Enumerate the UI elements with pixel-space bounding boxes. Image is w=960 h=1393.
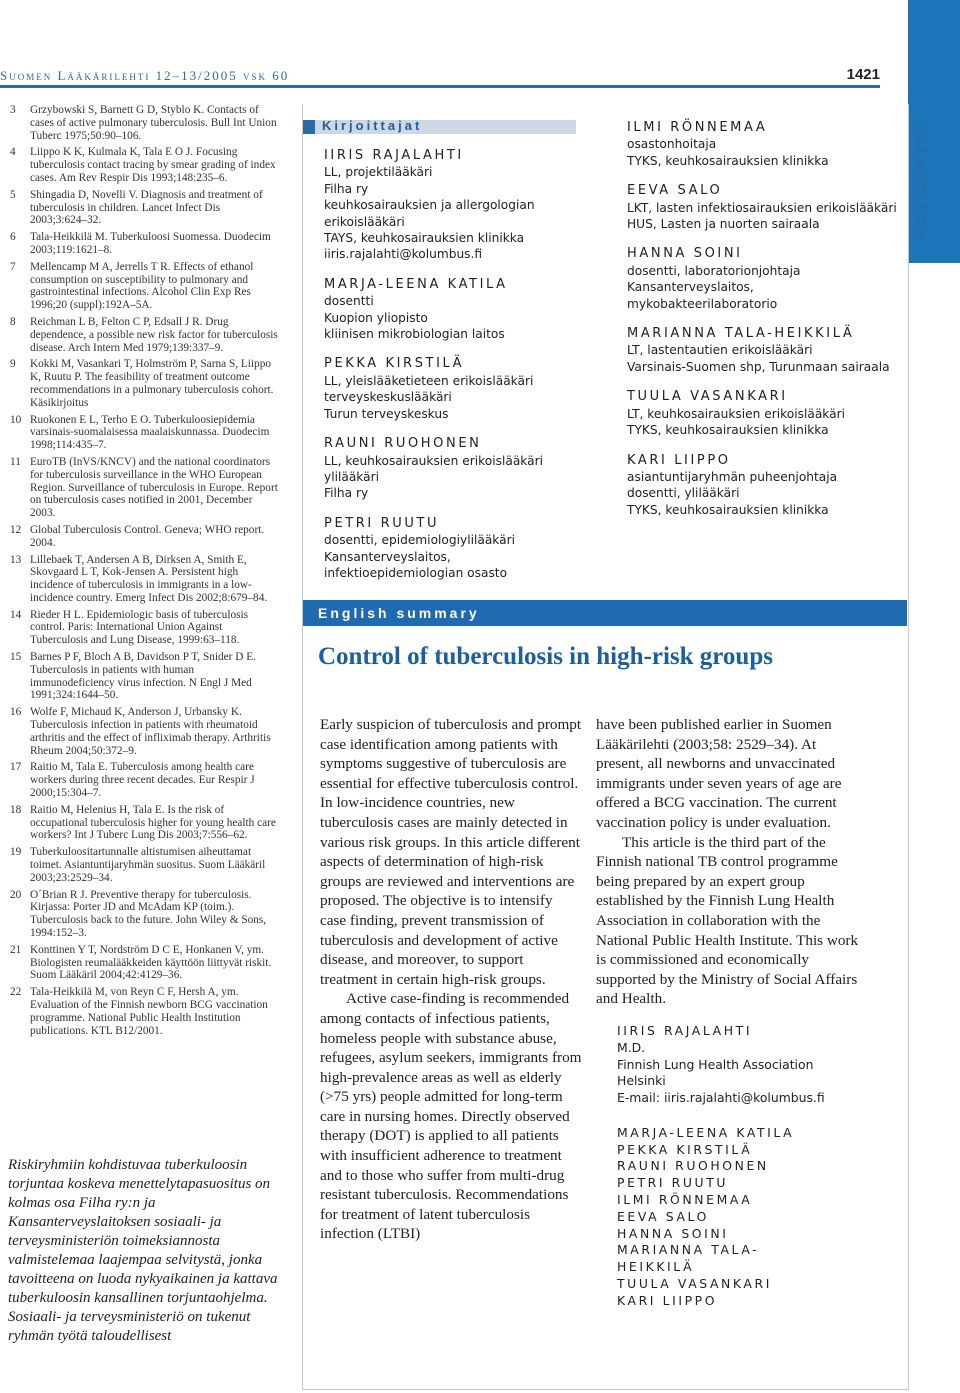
author-name: ILMI RÖNNEMAA [627,120,768,135]
reference-item [10,261,280,312]
coauthor-name: PETRI RUUTU [617,1175,729,1191]
author-affiliation: Filha ry [324,486,369,501]
reference-number: 11 [10,455,21,468]
reference-number: 17 [10,761,22,774]
reference-item [10,189,280,227]
coauthor-name: KARI LIIPPO [617,1292,718,1308]
reference-list [10,104,280,1041]
reference-item [10,414,280,452]
header-rule [0,85,880,88]
coauthor-name: TUULA VASANKARI [617,1276,772,1292]
reference-text: Lillebaek T, Andersen A B, Dirksen A, Smith E, Skovgaard L T, Kok-Jensen A. Persistent high incidence of tuberculosis in immigrants in a low-incidence country. Emerg Infect Dis 2002;8:679–84. [30,553,268,604]
reference-text: Shingadia D, Novelli V. Diagnosis and treatment of tuberculosis in children. Lancet Infect Dis 2003;3:624–32. [30,188,263,227]
author-affiliation: Varsinais-Suomen shp, Turunmaan sairaala [627,359,890,374]
author-affiliation: Filha ry [324,181,369,196]
reference-item [10,846,280,884]
author-name: MARIANNA TALA-HEIKKILÄ [627,326,855,342]
coauthor-name: MARIANNA TALA- [617,1242,760,1258]
reference-number: 3 [10,104,16,116]
reference-text: Grzybowski S, Barnett G D, Styblo K. Contacts of cases of active pulmonary tuberculosis. Bull Int Union Tuberc 1975;50:90–106. [30,104,277,142]
summary-body-column-1 [320,715,582,1244]
reference-text: O´Brian R J. Preventive therapy for tuberculosis. Kirjassa: Porter JD and McAdam KP (toim.). Tuberculosis back to the future. John Wiley & Sons, 1994:152–3. [30,888,267,940]
author-affiliation: dosentti, ylilääkäri [627,486,740,501]
author-affiliation: Kansanterveyslaitos, [324,549,451,564]
author-name: EEVA SALO [627,183,723,199]
author-affiliation: ylilääkäri [324,469,380,484]
reference-item [10,804,280,842]
coauthor-name: MARJA-LEENA KATILA [617,1124,795,1140]
reference-item [10,609,280,647]
author-affiliation: dosentti, epidemiologiylilääkäri [324,533,516,548]
reference-number: 14 [10,608,22,621]
author-name: PEKKA KIRSTILÄ [324,356,465,372]
summary-paragraph: have been published earlier in Suomen Lääkärilehti (2003;58: 2529–34). At present, all newborns and unvaccinated immigrants under seven years of age are offered a BCG vaccination. The current vaccination policy is under evaluation. [596,716,842,831]
authors-header-marker [303,120,315,134]
author-name: KARI LIIPPO [627,452,731,468]
reference-text: Barnes P F, Bloch A B, Davidson P T, Snider D E. Tuberculosis in patients with human immunodeficiency virus infection. N Engl J Med 1991;324:1644–50. [30,651,256,702]
reference-item [10,986,280,1037]
reference-number: 15 [10,651,22,664]
summary-paragraph: Active case-finding is recommended among contacts of infectious patients, homeless people with substance abuse, refugees, asylum seekers, immigrants from high-prevalence areas as well as elderly (>75 yrs) people admitted for long-term care in nursing homes. Directly observed therapy (DOT) is applied to all patients with insufficient adherence to treatment and to those who suffer from multi-drug resistant tuberculosis. Recommendations for treatment of latent tuberculosis infection (LTBI) [320,990,582,1243]
page-number: 1421 [846,66,880,83]
reference-item [10,316,280,354]
coauthor-name: HEIKKILÄ [617,1259,695,1275]
reference-item [10,456,280,520]
summary-paragraph: Early suspicion of tuberculosis and prompt case identification among patients with symptoms suggestive of tuberculosis are essential for effective tuberculosis control. In low-incidence countries, new tuberculosis cases are mainly detected in various risk groups. In this article different aspects of determination of high-risk groups are reviewed and interventions are proposed. The objective is to intensify case finding, prevent transmission of tuberculosis and development of active disease, and moreover, to support treatment in certain high-risk groups. [320,716,582,988]
author-affiliation: Turun terveyskeskus [324,406,449,421]
reference-text: Reichman L B, Felton C P, Edsall J R. Drug dependence, a possible new risk factor for tuberculosis disease. Arch Intern Med 1979;139:337–9. [30,315,278,354]
author-name: TUULA VASANKARI [627,389,788,405]
running-header: Suomen Lääkärilehti 12–13/2005 vsk 60 [0,68,290,83]
author-affiliation: TYKS, keuhkosairauksien klinikka [627,502,829,517]
author-name: PETRI RUUTU [324,515,440,531]
author-affiliation: HUS, Lasten ja nuorten sairaala [627,217,820,232]
reference-number: 10 [10,413,22,426]
author-name: HANNA SOINI [627,246,743,262]
signature-line: M.D. [617,1039,646,1055]
author-affiliation: LL, keuhkosairauksien erikoislääkäri [324,453,544,468]
reference-item [10,146,280,184]
signature-line: Helsinki [617,1073,666,1089]
english-summary-label: English summary [318,605,480,621]
reference-text: Liippo K K, Kulmala K, Tala E O J. Focusing tuberculosis contact tracing by smear grading of index cases. Am Rev Respir Dis 1993;148:235–6. [30,146,276,184]
coauthor-name: RAUNI RUOHONEN [617,1158,769,1174]
reference-number: 5 [10,188,16,201]
reference-number: 18 [10,803,22,816]
author-affiliation: dosentti [324,294,374,309]
reference-text: Wolfe F, Michaud K, Anderson J, Urbansky K. Tuberculosis infection in patients with rheumatoid arthritis and the effect of infliximab therapy. Arthritis Rheum 2004;50:372–9. [30,706,271,757]
reference-number: 21 [10,943,22,956]
reference-text: Raitio M, Helenius H, Tala E. Is the risk of occupational tuberculosis higher for young health care workers? Int J Tuberc Lung Dis 2003;7:556–62. [30,803,276,842]
reference-item [10,358,280,409]
reference-text: Konttinen Y T, Nordström D C E, Honkanen V, ym. Biologisten reumalääkkeiden käyttöön liittyvät riskit. Suom Lääkäril 2004;42:4129–36. [30,943,272,982]
reference-number: 7 [10,260,16,273]
article-title: Control of tuberculosis in high-risk groups [318,643,773,670]
reference-number: 22 [10,986,22,999]
author-affiliation: LKT, lasten infektiosairauksien erikoislääkäri [627,200,897,215]
coauthor-name: PEKKA KIRSTILÄ [617,1141,753,1157]
reference-text: Ruokonen E L, Terho E O. Tuberkuloosiepidemia varsinais-suomalaisessa maalaiskunnassa. Duodecim 1998;114:435–7. [30,413,270,452]
coauthor-name: EEVA SALO [617,1208,709,1224]
reference-number: 19 [10,846,22,859]
coauthor-name: ILMI RÖNNEMAA [617,1192,753,1208]
reference-number: 16 [10,706,22,719]
reference-number: 4 [10,146,16,159]
reference-text: Rieder H L. Epidemiologic basis of tuberculosis control. Paris: International Union Against Tuberculosis and Lung Disease, 1999:63–118. [30,608,249,647]
reference-item [10,231,280,257]
reference-item [10,706,280,757]
reference-text: EuroTB (InVS/KNCV) and the national coordinators for tuberculosis surveillance in the WHO European Region. Surveillance of tuberculosis in Europe. Report on tuberculosis cases notified in 2001, December 2003. [30,455,278,520]
author-affiliation: LT, lastentautien erikoislääkäri [627,343,813,358]
reference-item [10,651,280,702]
signature-block [617,1023,866,1310]
authors-heading: Kirjoittajat [322,118,423,133]
signature-name: IIRIS RAJALAHTI [617,1022,753,1038]
author-affiliation: keuhkosairauksien ja allergologian erikoislääkäri [324,198,535,229]
author-affiliation: asiantuntijaryhmän puheenjohtaja [627,469,838,484]
author-affiliation: osastonhoitaja [627,137,717,152]
summary-body-column-2 [596,715,866,1310]
reference-text: Tuberkuloositartunnalle altistumisen aiheuttamat toimet. Asiantuntijaryhmän suositus. Suom Lääkäril 2003;23:2529–34. [30,846,266,884]
reference-item [10,554,280,605]
coauthor-list [617,1125,866,1310]
reference-item [10,889,280,940]
reference-item [10,104,280,142]
author-affiliation: terveyskeskuslääkäri [324,390,452,405]
reference-text: Global Tuberculosis Control. Geneva; WHO report. 2004. [30,523,265,549]
reference-number: 13 [10,553,22,566]
signature-line: E-mail: iiris.rajalahti@kolumbus.fi [617,1090,825,1106]
reference-number: 12 [10,523,22,536]
reference-number: 8 [10,315,16,328]
reference-number: 6 [10,231,16,244]
pull-quote: Riskiryhmiin kohdistuvaa tuberkuloosin torjuntaa koskeva menettelytapasuositus on kolmas osa Filha ry:n ja Kansanterveyslaitoksen sosiaali- ja terveysministeriön toimeksiannosta valmistelemaa laajempaa selvitystä, jonka tavoitteena on luoda nykyaikainen ja kattava tuberkuloosin kansallinen torjuntaohjelma. Sosiaali- ja terveysministeriö on tukenut ryhmän työtä taloudellisest [8,1157,278,1344]
summary-paragraph: This article is the third part of the Finnish national TB control programme being prepared by an expert group established by the Finnish Lung Health Association in collaboration with the National Public Health Institute. This work is commissioned and economically supported by the Ministry of Social Affairs and Health. [596,833,859,1008]
reference-item [10,944,280,982]
coauthor-name: HANNA SOINI [617,1225,729,1241]
signature-affiliation [617,1040,866,1107]
reference-text: Raitio M, Tala E. Tuberculosis among health care workers during three recent decades. Eur Respir J 2000;15:304–7. [30,761,255,800]
reference-item [10,524,280,550]
reference-item [10,761,280,799]
author-affiliation: TYKS, keuhkosairauksien klinikka [627,153,829,168]
author-name: RAUNI RUOHONEN [324,436,482,452]
author-name: IIRIS RAJALAHTI [324,148,464,163]
author-affiliation: kliinisen mikrobiologian laitos [324,327,505,342]
reference-text: Tala-Heikkilä M, von Reyn C F, Hersh A, ym. Evaluation of the Finnish newborn BCG vaccination programme. National Public Health Institution publications. KTL B12/2001. [30,986,268,1037]
author-affiliation: TAYS, keuhkosairauksien klinikka [324,231,525,246]
authors-column-2 [627,120,897,518]
reference-number: 20 [10,888,22,901]
author-affiliation: Kuopion yliopisto [324,310,428,325]
signature-line: Finnish Lung Health Association [617,1056,814,1072]
author-affiliation: mykobakteerilaboratorio [627,296,778,311]
reference-text: Tala-Heikkilä M. Tuberkuloosi Suomessa. Duodecim 2003;119:1621–8. [30,231,271,256]
author-affiliation: infektioepidemiologian osasto [324,565,508,580]
section-label: LÄÄKETIEDE [913,120,928,244]
summary-body-column-2-text [596,715,866,1009]
author-affiliation: Kansanterveyslaitos, [627,280,754,295]
authors-column-1 [324,148,584,581]
author-affiliation: LT, keuhkosairauksien erikoislääkäri [627,406,845,421]
reference-number: 9 [10,358,16,371]
author-affiliation: iiris.rajalahti@kolumbus.fi [324,247,483,262]
author-affiliation: TYKS, keuhkosairauksien klinikka [627,423,829,438]
author-affiliation: LL, projektilääkäri [324,165,433,180]
reference-text: Kokki M, Vasankari T, Holmström P, Sarna S, Liippo K, Ruutu P. The feasibility of treatment outcome recommendations in a pulmonary tuberculosis cohort. Käsikirjoitus [30,358,274,409]
reference-text: Mellencamp M A, Jerrells T R. Effects of ethanol consumption on susceptibility to pulmonary and gastrointestinal infections. Alcohol Clin Exp Res 1996;20 (suppl):192A–5A. [30,260,254,312]
author-name: MARJA-LEENA KATILA [324,276,508,292]
author-affiliation: dosentti, laboratorionjohtaja [627,263,801,278]
author-affiliation: LL, yleislääketieteen erikoislääkäri [324,373,534,388]
